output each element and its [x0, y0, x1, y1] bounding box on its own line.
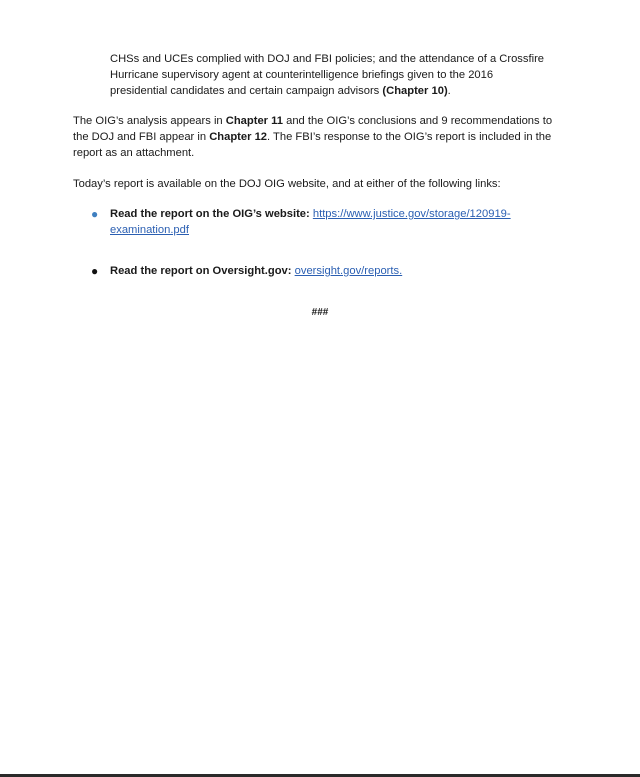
oversight-report-link[interactable]: oversight.gov/reports.: [294, 265, 403, 277]
bullet-icon: ●: [91, 264, 99, 278]
availability-paragraph: Today’s report is available on the DOJ OIG website, and at either of the following links:: [73, 178, 501, 190]
text-line: [110, 83, 570, 99]
oig-report-link-continued[interactable]: examination.pdf: [110, 224, 189, 236]
link-label: Read the report on the OIG’s website:: [110, 208, 310, 220]
chapter-ref: Chapter 11: [225, 115, 283, 127]
text-run: .: [447, 85, 451, 97]
end-of-release-mark: ###: [311, 307, 329, 318]
text-run: The OIG’s analysis appears in: [73, 115, 226, 127]
text-line: Hurricane supervisory agent at counterintelligence briefings given to the 2016: [110, 69, 494, 81]
text-run: . The FBI’s response to the OIG’s report is included in the: [267, 131, 552, 143]
text-run: the DOJ and FBI appear in: [73, 131, 210, 143]
list-item: [91, 206, 561, 238]
text-line: [110, 222, 561, 238]
oig-report-link[interactable]: https://www.justice.gov/storage/120919-: [312, 208, 511, 220]
text-line: [73, 113, 573, 129]
continued-list-item: [110, 51, 570, 99]
link-label: Read the report on Oversight.gov:: [110, 265, 292, 277]
text-line: [73, 129, 573, 145]
list-item: [91, 263, 561, 279]
analysis-paragraph: [73, 113, 573, 161]
text-line: CHSs and UCEs complied with DOJ and FBI policies; and the attendance of a Crossfire: [110, 53, 545, 65]
text-line: [110, 263, 561, 279]
chapter-ref: (Chapter 10): [382, 85, 448, 97]
text-run: presidential candidates and certain campaign advisors: [110, 85, 383, 97]
text-line: [110, 206, 561, 222]
text-line: report as an attachment.: [73, 147, 195, 159]
chapter-ref: Chapter 12: [209, 131, 268, 143]
text-run: and the OIG’s conclusions and 9 recommendations to: [282, 115, 553, 127]
bullet-icon: ●: [91, 207, 99, 221]
